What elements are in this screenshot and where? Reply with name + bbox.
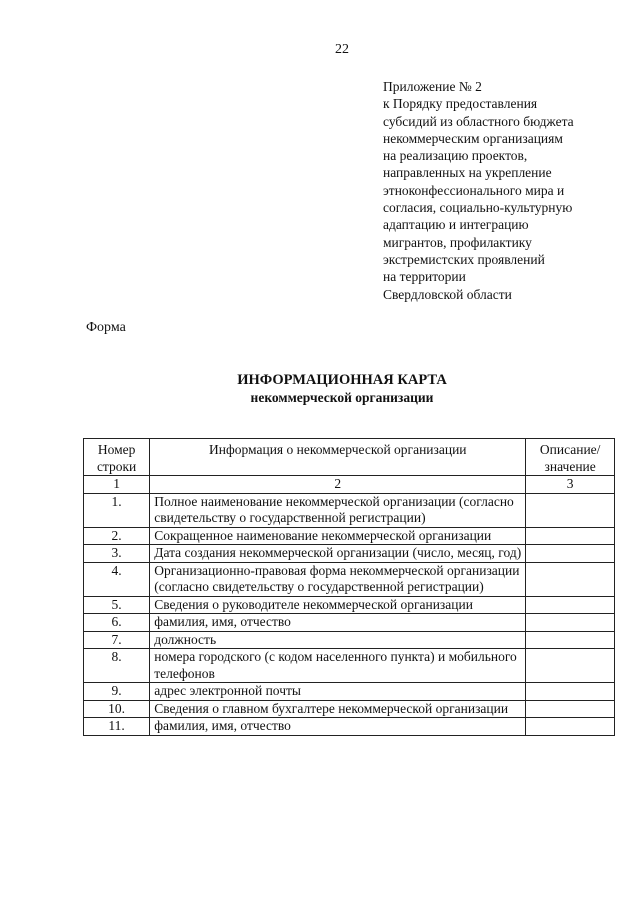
table-row [84, 683, 615, 701]
row-number: 1. [84, 493, 150, 527]
column-index: 1 [84, 476, 150, 494]
row-number: 7. [84, 631, 150, 649]
document-subtitle: некоммерческой организации [250, 390, 434, 405]
row-number: 5. [84, 596, 150, 614]
row-value-cell[interactable] [526, 649, 615, 683]
appendix-line: Приложение № 2 [383, 79, 482, 94]
form-label: Форма [86, 320, 126, 335]
table-row [84, 700, 615, 718]
row-description: Сокращенное наименование некоммерческой организации [150, 527, 526, 545]
table-row [84, 649, 615, 683]
row-value-cell[interactable] [526, 700, 615, 718]
row-value-cell[interactable] [526, 631, 615, 649]
column-index-row [84, 476, 615, 494]
table-row [84, 614, 615, 632]
appendix-block [383, 78, 574, 303]
table-row [84, 596, 615, 614]
column-index: 3 [526, 476, 615, 494]
row-description: Сведения о руководителе некоммерческой организации [150, 596, 526, 614]
appendix-line: направленных на укрепление [383, 165, 552, 181]
appendix-line: Свердловской области [383, 286, 512, 302]
row-description: должность [150, 631, 526, 649]
row-number: 3. [84, 545, 150, 563]
table-row [84, 562, 615, 596]
info-card-table [83, 438, 615, 736]
table-row [84, 545, 615, 563]
page-number: 22 [335, 42, 349, 57]
row-description: Организационно-правовая форма некоммерческой организации (согласно свидетельству о государственной регистрации) [150, 562, 526, 596]
row-description: Дата создания некоммерческой организации (число, месяц, год) [150, 545, 526, 563]
appendix-line: адаптацию и интеграцию [383, 217, 529, 233]
row-value-cell[interactable] [526, 683, 615, 701]
row-description: Полное наименование некоммерческой организации (согласно свидетельству о государственной регистрации) [150, 493, 526, 527]
appendix-line: мигрантов, профилактику [383, 234, 532, 250]
appendix-line: на территории [383, 269, 466, 285]
row-value-cell[interactable] [526, 596, 615, 614]
header-information: Информация о некоммерческой организации [150, 439, 526, 476]
row-value-cell[interactable] [526, 562, 615, 596]
appendix-line: согласия, социально-культурную [383, 200, 573, 216]
header-row-number: Номер строки [84, 439, 150, 476]
row-value-cell[interactable] [526, 527, 615, 545]
document-title: ИНФОРМАЦИОННАЯ КАРТА [237, 372, 447, 388]
appendix-line: этноконфессионального мира и [383, 182, 565, 198]
row-number: 6. [84, 614, 150, 632]
row-value-cell[interactable] [526, 614, 615, 632]
row-description: номера городского (с кодом населенного пункта) и мобильного телефонов [150, 649, 526, 683]
row-description: Сведения о главном бухгалтере некоммерческой организации [150, 700, 526, 718]
row-number: 4. [84, 562, 150, 596]
appendix-line: экстремистских проявлений [383, 251, 545, 267]
row-value-cell[interactable] [526, 493, 615, 527]
row-number: 10. [84, 700, 150, 718]
appendix-line: некоммерческим организациям [383, 130, 563, 146]
table-header-row [84, 439, 615, 476]
row-value-cell[interactable] [526, 718, 615, 736]
row-value-cell[interactable] [526, 545, 615, 563]
column-index: 2 [150, 476, 526, 494]
appendix-line: субсидий из областного бюджета [383, 113, 574, 129]
appendix-line: к Порядку предоставления [383, 96, 538, 112]
row-number: 11. [84, 718, 150, 736]
row-description: фамилия, имя, отчество [150, 718, 526, 736]
header-value: Описание/ значение [526, 439, 615, 476]
table-row [84, 631, 615, 649]
row-description: адрес электронной почты [150, 683, 526, 701]
row-number: 8. [84, 649, 150, 683]
appendix-line: на реализацию проектов, [383, 148, 528, 164]
table-row [84, 527, 615, 545]
row-number: 2. [84, 527, 150, 545]
row-number: 9. [84, 683, 150, 701]
table-row [84, 493, 615, 527]
table-row [84, 718, 615, 736]
row-description: фамилия, имя, отчество [150, 614, 526, 632]
